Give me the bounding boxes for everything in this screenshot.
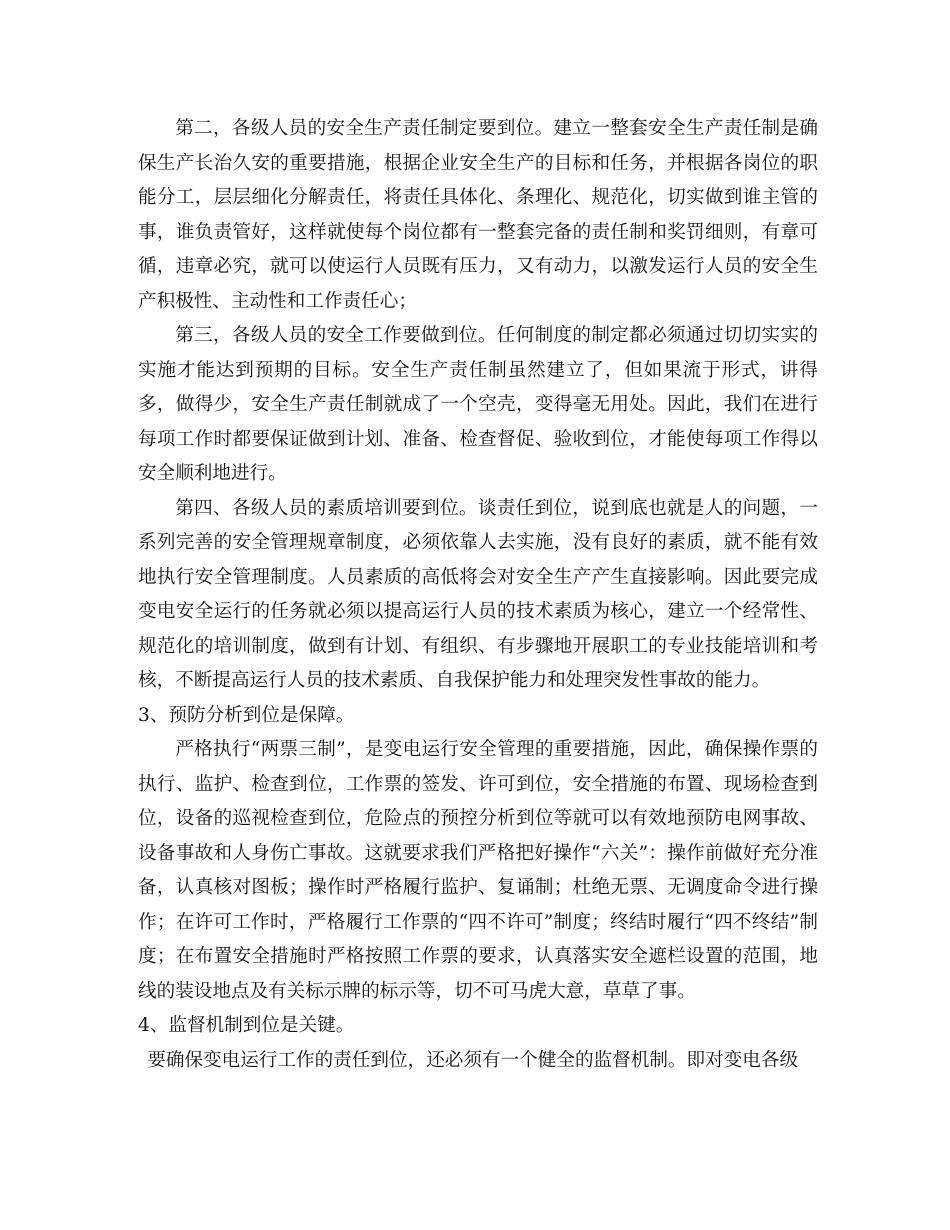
paragraph-two-tickets-three-systems: 严格执行“两票三制”，是变电运行安全管理的重要措施，因此，确保操作票的执行、监护、检查到位，工作票的签发、许可到位，安全措施的布置、现场检查到位，设备的巡视检查到位，危险点的预控分析到位等就可以有效地预防电网事故、设备事故和人身伤亡事故。这就要求我们严格把好操作“六关”：操作前做好充分准备，认真核对图板；操作时严格履行监护、复诵制；杜绝无票、无调度命令进行操作；在许可工作时，严格履行工作票的“四不许可”制度；终结时履行“四不终结”制度；在布置安全措施时严格按照工作票的要求，认真落实安全遮栏设置的范围，地线的装设地点及有关标示牌的标示等，切不可马虎大意，草草了事。 (138, 739, 818, 1002)
document-body (138, 112, 818, 1078)
paragraph-responsibility-system: 第二，各级人员的安全生产责任制定要到位。建立一整套安全生产责任制是确保生产长治久安的重要措施，根据企业安全生产的目标和任务，并根据各岗位的职能分工，层层细化分解责任，将责任具体化、条理化、规范化，切实做到谁主管的事，谁负责管好，这样就使每个岗位都有一整套完备的责任制和奖罚细则，有章可循，违章必究，就可以使运行人员既有压力，又有动力，以激发运行人员的安全生产积极性、主动性和工作责任心； (138, 118, 818, 312)
section-heading-prevention: 3、预防分析到位是保障。 (138, 704, 355, 726)
paragraph-supervision-mechanism: 要确保变电运行工作的责任到位，还必须有一个健全的监督机制。即对变电各级 (147, 1049, 799, 1071)
section-heading-supervision: 4、监督机制到位是关键。 (138, 1015, 355, 1036)
paragraph-quality-training: 第四、各级人员的素质培训要到位。谈责任到位，说到底也就是人的问题，一系列完善的安全管理规章制度，必须依靠人去实施，没有良好的素质，就不能有效地执行安全管理制度。人员素质的高低将会对安全生产产生直接影响。因此要完成变电安全运行的任务就必须以提高运行人员的技术素质为核心，建立一个经常性、规范化的培训制度，做到有计划、有组织、有步骤地开展职工的专业技能培训和考核，不断提高运行人员的技术素质、自我保护能力和处理突发性事故的能力。 (138, 497, 818, 691)
paragraph-safety-work: 第三，各级人员的安全工作要做到位。任何制度的制定都必须通过切切实实的实施才能达到预期的目标。安全生产责任制虽然建立了，但如果流于形式，讲得多，做得少，安全生产责任制就成了一个空壳，变得毫无用处。因此，我们在进行每项工作时都要保证做到计划、准备、检查督促、验收到位，才能使每项工作得以安全顺利地进行。 (138, 325, 818, 484)
